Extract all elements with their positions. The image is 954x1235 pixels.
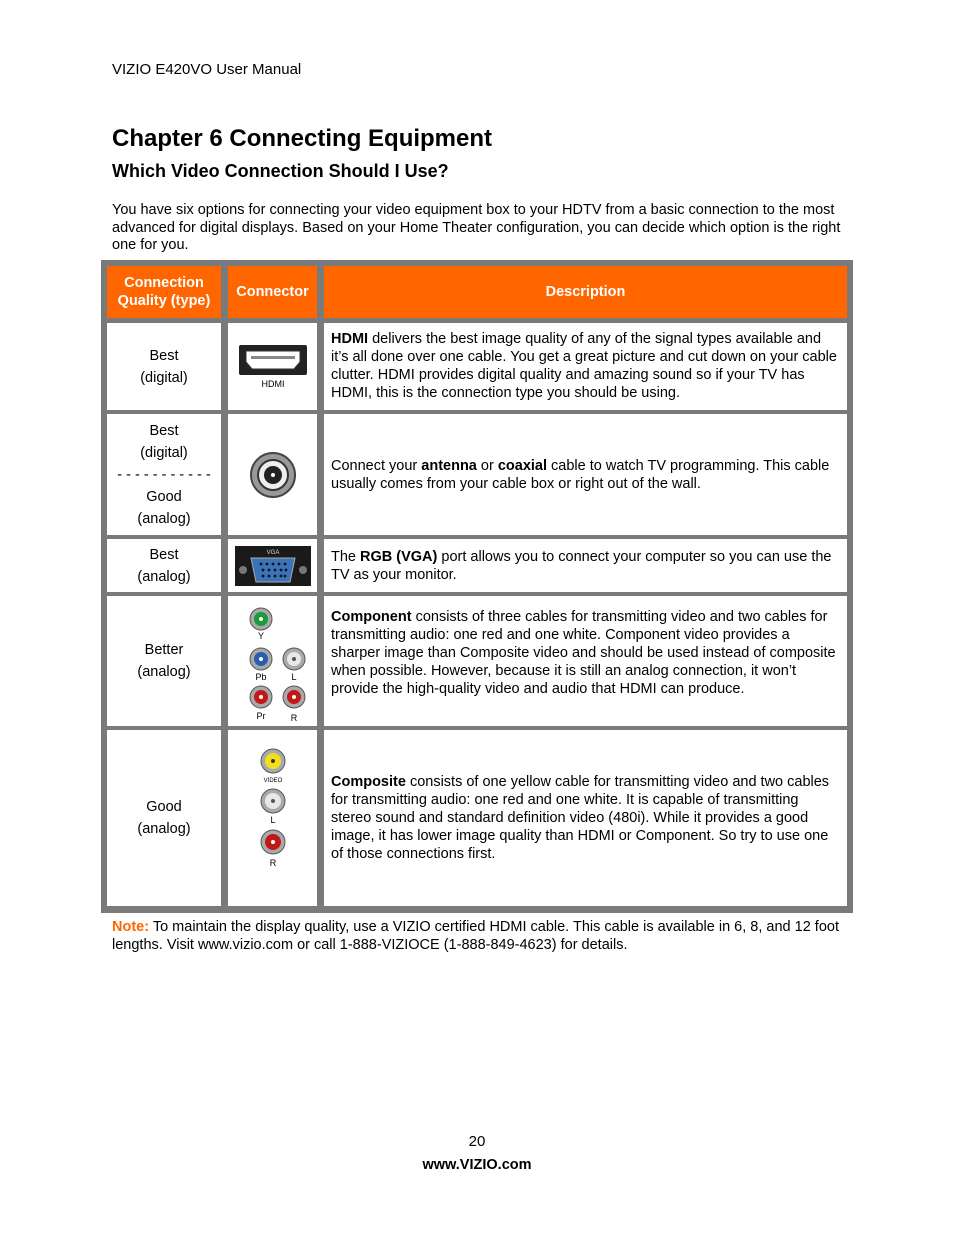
- coaxial-port-icon: [248, 450, 298, 500]
- note-text: To maintain the display quality, use a VIZIO certified HDMI cable. This cable is available in 6, 8, and 12 foot lengths. Visit www.vizio.com or call 1-888-VIZIOCE (1-888-849-4623) for details.: [112, 919, 839, 953]
- hdmi-port-icon: [238, 344, 308, 390]
- note-paragraph: [112, 918, 852, 954]
- desc-text: or: [476, 457, 498, 474]
- footer-url: www.VIZIO.com: [422, 1157, 532, 1173]
- quality-text: Best: [149, 422, 179, 439]
- composite-ports-icon: [248, 746, 298, 870]
- desc-text: delivers the best image quality of any of the signal types available and it’s all done over one cable. You get a great picture and cut down on your cable clutter. HDMI provides digital quality and amazing sound so if your TV has HDMI, this is the connection type you should be using.: [331, 331, 837, 401]
- quality-type: (analog): [137, 568, 191, 585]
- row-component-description: [324, 596, 847, 726]
- row-vga-description: [324, 539, 847, 592]
- header-quality: [107, 266, 221, 318]
- header-quality-line2: Quality (type): [117, 293, 211, 309]
- document-header: VIZIO E420VO User Manual: [112, 61, 302, 78]
- quality-text: Best: [149, 546, 179, 563]
- desc-bold: HDMI: [331, 331, 369, 347]
- quality-text: Good: [146, 488, 182, 505]
- row-composite-connector: [228, 730, 317, 906]
- quality-text: Best: [149, 347, 179, 364]
- header-description: Description: [324, 266, 847, 318]
- desc-text: cable to watch TV programming. This cable usually comes from your cable box or right out of the wall.: [331, 457, 830, 492]
- component-ports-icon: [233, 597, 313, 725]
- quality-text: Better: [144, 642, 184, 658]
- row-coax-connector: [228, 414, 317, 535]
- port-label-pr: Pr: [256, 711, 265, 721]
- section-title: Which Video Connection Should I Use?: [112, 161, 449, 181]
- row-composite-description: [324, 730, 847, 906]
- note-label: Note:: [112, 919, 150, 935]
- quality-type: (analog): [137, 821, 191, 837]
- port-label-l: L: [290, 672, 297, 682]
- row-coax-description: [324, 414, 847, 535]
- page-number: 20: [468, 1133, 486, 1150]
- vga-port-icon: [235, 546, 311, 586]
- quality-type: (analog): [137, 510, 191, 527]
- port-label-r: R: [290, 713, 297, 723]
- desc-bold: Composite: [331, 774, 406, 790]
- desc-bold: RGB (VGA): [360, 548, 438, 565]
- header-quality-line1: Connection: [124, 275, 204, 291]
- desc-text: consists of one yellow cable for transmitting video and two cables for transmitting audio: one red and one white. It is capable of transmitting stereo sound and standard definition video (480i). While it provides a good image, it has lower image quality than HDMI or Component. So try to use one of those connections first.: [331, 774, 830, 862]
- desc-text: port allows you to connect your computer so you can use the TV as your monitor.: [331, 548, 832, 583]
- row-coax-quality: [107, 414, 221, 535]
- chapter-title: Chapter 6 Connecting Equipment: [112, 125, 493, 152]
- quality-type: (analog): [137, 664, 191, 680]
- hdmi-label: HDMI: [261, 378, 284, 389]
- desc-text: consists of three cables for transmitting video and two cables for transmitting audio: one red and one white. Component video provides a sharper image than Composite video and should be used instead of composite when possible. However, because it is still an analog connection, it won’t provide the high-quality video and audio that HDMI can produce.: [331, 609, 836, 697]
- connection-table: [101, 260, 853, 913]
- quality-type: (digital): [140, 369, 188, 386]
- row-component-quality: [107, 596, 221, 726]
- port-label-video: VIDEO: [263, 778, 282, 784]
- port-label-r: R: [269, 858, 276, 868]
- row-component-connector: [228, 596, 317, 726]
- desc-text: Connect your: [331, 457, 422, 474]
- row-vga-quality: [107, 539, 221, 592]
- desc-text: The: [331, 548, 361, 565]
- desc-bold: antenna: [421, 457, 477, 474]
- port-label-l: L: [269, 815, 276, 825]
- intro-paragraph: You have six options for connecting your video equipment box to your HDTV from a basic connection to the most advanced for digital displays. Based on your Home Theater configuration, you can decide which option is the right one for you.: [112, 202, 841, 253]
- row-hdmi-quality: [107, 323, 221, 410]
- header-connector: Connector: [228, 266, 317, 318]
- quality-divider: - - - - - - - - - - -: [117, 466, 211, 483]
- quality-type: (digital): [140, 444, 188, 461]
- desc-bold: Component: [331, 609, 412, 625]
- quality-text: Good: [146, 799, 182, 815]
- row-hdmi-connector: [228, 323, 317, 410]
- row-composite-quality: [107, 730, 221, 906]
- row-hdmi-description: [324, 323, 847, 410]
- desc-bold: coaxial: [497, 457, 547, 474]
- port-label-y: Y: [257, 631, 264, 641]
- vga-label: VGA: [266, 549, 279, 556]
- row-vga-connector: [228, 539, 317, 592]
- port-label-pb: Pb: [254, 672, 267, 682]
